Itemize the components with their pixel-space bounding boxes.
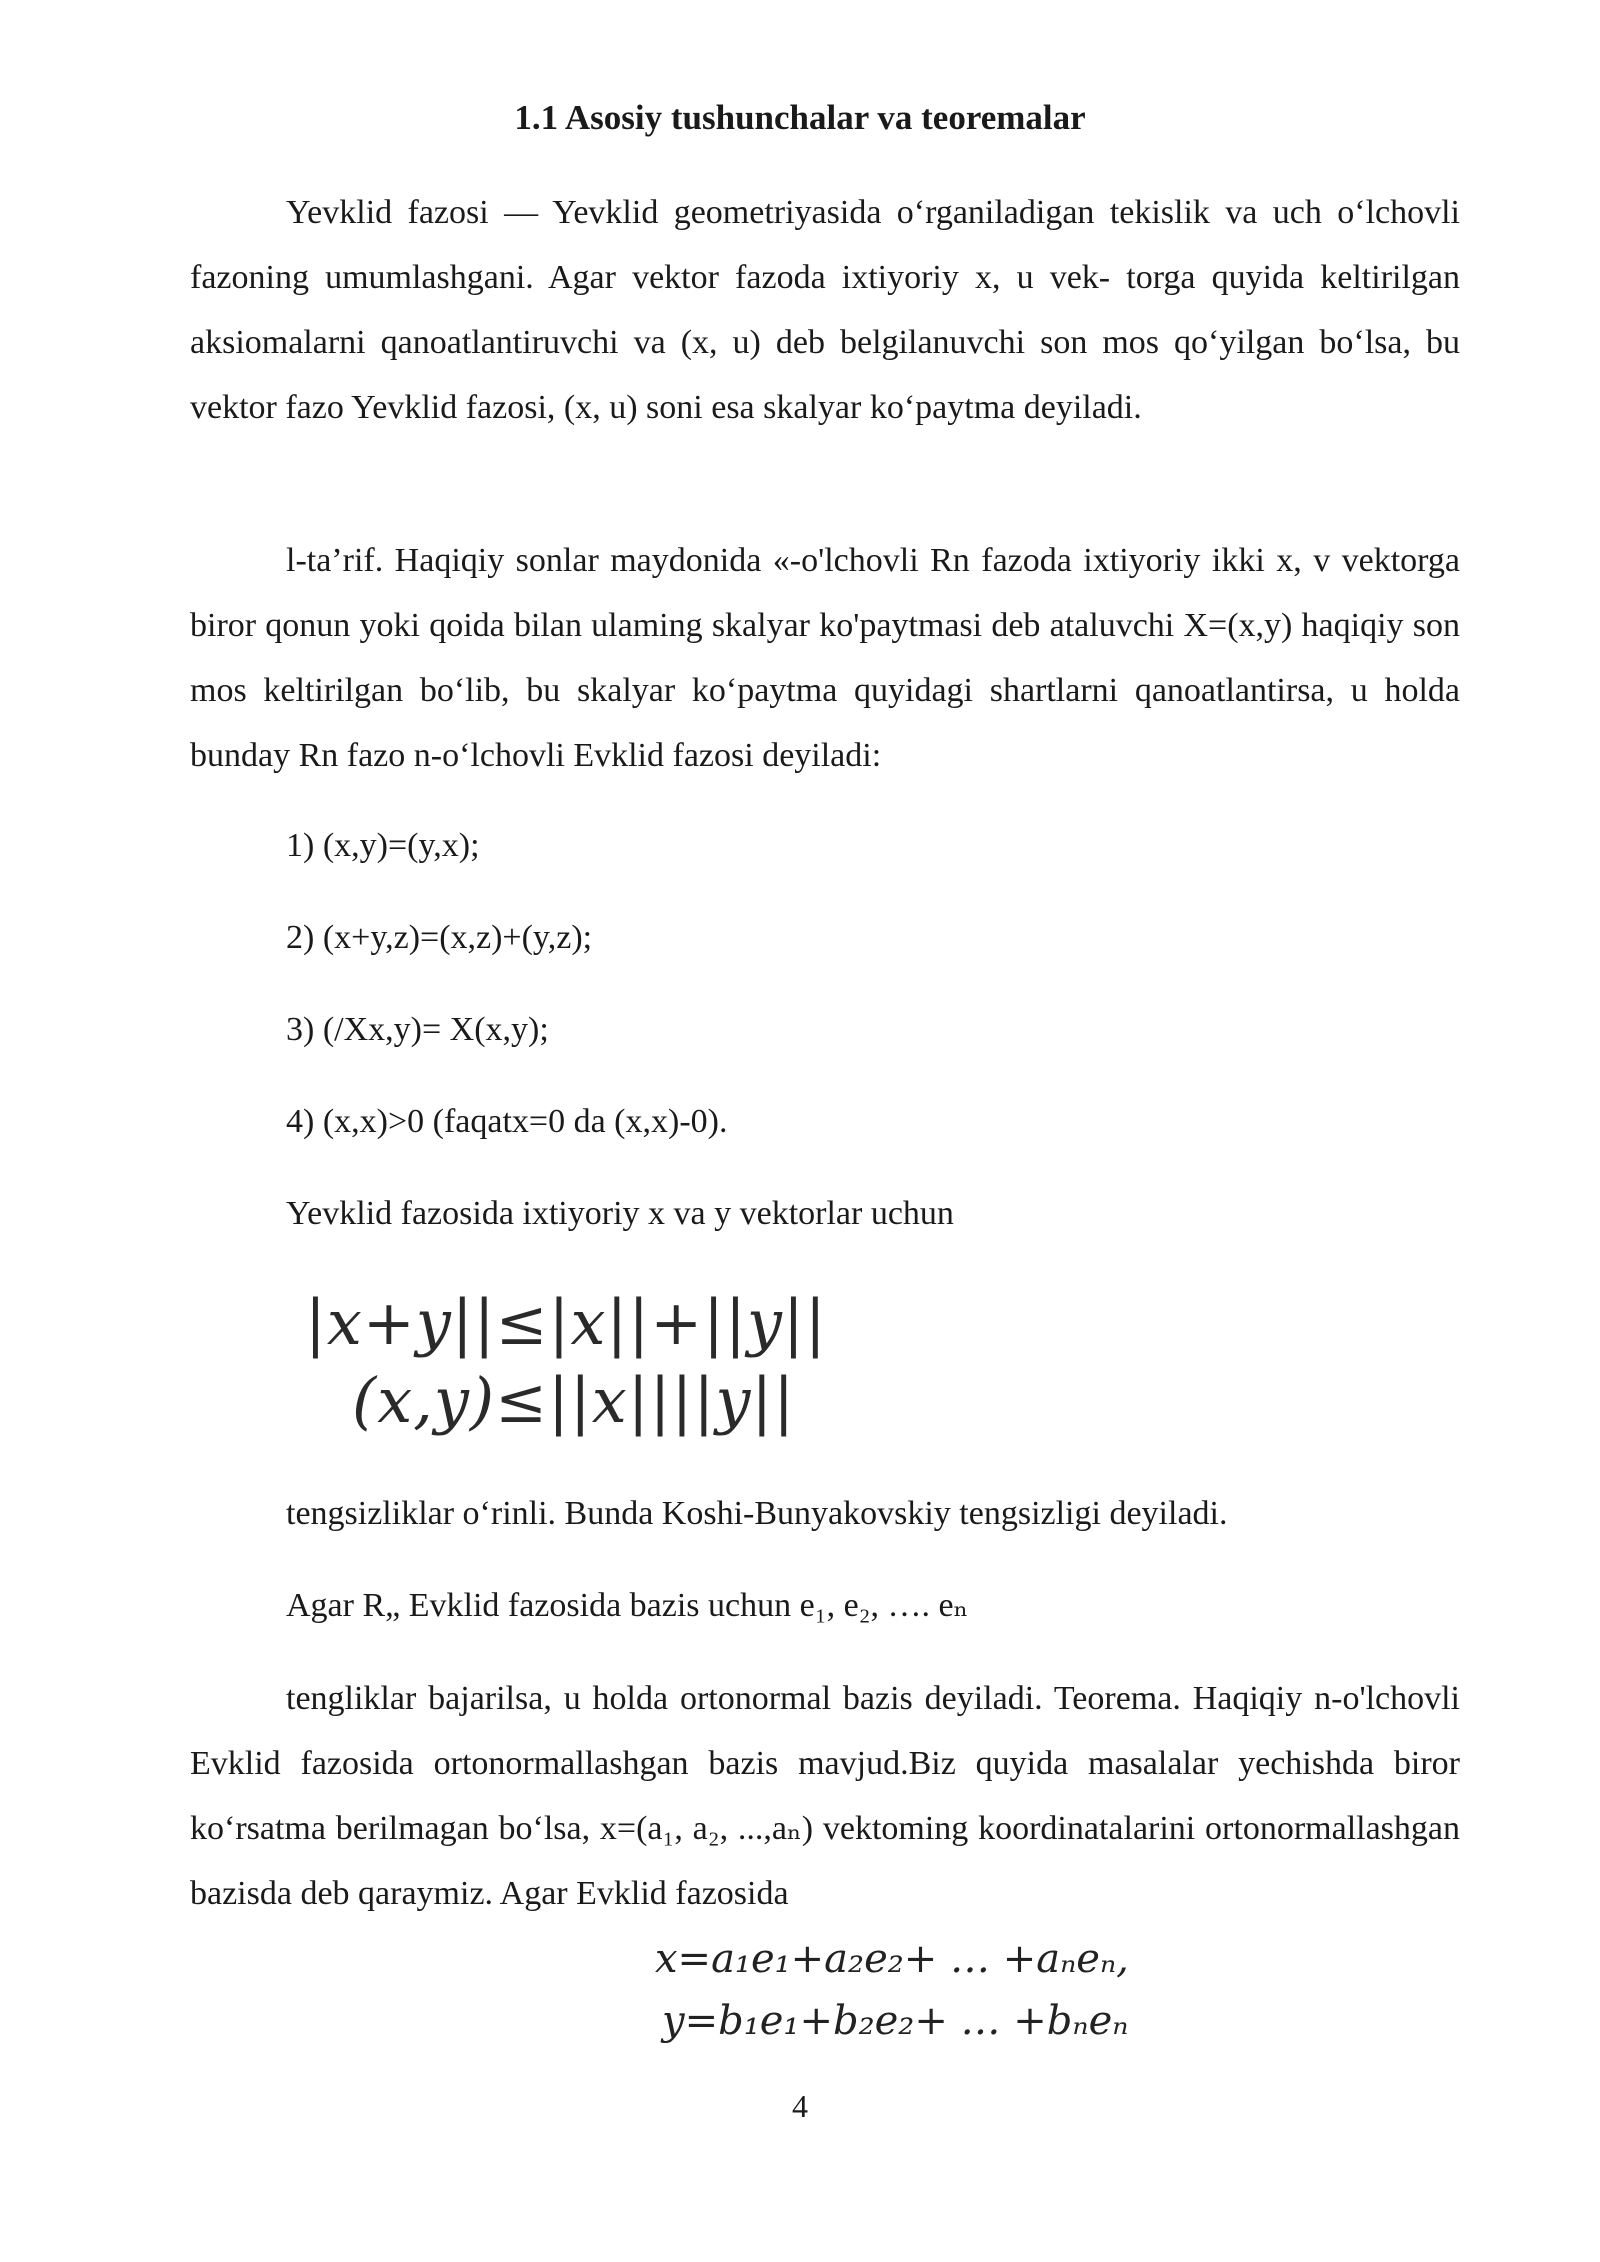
x-expansion-formula: x=a₁e₁+a₂e₂+ … +aₙeₙ, [655, 1936, 1129, 1982]
page-number: 4 [792, 2088, 808, 2124]
inequality-note-line: tengsizliklar o‘rinli. Bunda Koshi-Bunyakovskiy tengsizligi deyiladi. [286, 1495, 1228, 1532]
axiom-1: 1) (x,y)=(y,x); [286, 827, 480, 864]
axiom-3: 3) (/Xx,y)= X(x,y); [286, 1011, 549, 1048]
paragraph-euclidean-space: Yevklid fazosi — Yevklid geometriyasida o‘rganiladigan tekislik va uch o‘lchovli fazoning umumlashgani. Agar vektor fazoda ixtiyoriy x, u vek- torga quyida keltirilgan aksiomalarni qanoatlantiruvchi va (x, u) deb belgilanuvchi son mos qo‘yilgan bo‘lsa, bu vektor fazo Yevklid fazosi, (x, u) soni esa skalyar ko‘paytma deyiladi. [190, 194, 1460, 426]
paragraph-orthonormal-basis: tengliklar bajarilsa, u holda ortonormal bazis deyiladi. Teorema. Haqiqiy n-o'lchovli Evklid fazosida ortonormallashgan bazis mavjud.Biz quyida masalalar yechishda biror ko‘rsatma berilmagan bo‘lsa, x=(a₁, a₂, ...,aₙ) vektoming koordinatalarini ortonormallashgan bazisda deb qaraymiz. Agar Evklid fazosida [190, 1680, 1460, 1912]
axiom-2: 2) (x+y,z)=(x,z)+(y,z); [286, 919, 593, 956]
triangle-inequality-formula: |x+y||≤|x||+||y|| [305, 1286, 827, 1359]
axiom-4: 4) (x,x)>0 (faqatx=0 da (x,x)-0). [286, 1103, 728, 1140]
section-title: 1.1 Asosiy tushunchalar va teoremalar [514, 98, 1086, 137]
inequality-intro-line: Yevklid fazosida ixtiyoriy x va y vektorlar uchun [286, 1195, 954, 1232]
basis-line: Agar R„ Evklid fazosida bazis uchun e₁, e₂, …. eₙ [286, 1587, 969, 1624]
paragraph-definition: l-ta’rif. Haqiqiy sonlar maydonida «-o'lchovli Rn fazoda ixtiyoriy ikki x, v vektorga biror qonun yoki qoida bilan ulaming skalyar ko'paytmasi deb ataluvchi X=(x,y) haqiqiy son mos keltirilgan bo‘lib, bu skalyar ko‘paytma quyidagi shartlarni qanoatlantirsa, u holda bunday Rn fazo n-o‘lchovli Evklid fazosi deyiladi: [190, 542, 1460, 774]
cauchy-inequality-formula: (x,y)≤||x||||y|| [352, 1364, 796, 1437]
y-expansion-formula: y=b₁e₁+b₂e₂+ … +bₙeₙ [662, 1998, 1129, 2044]
